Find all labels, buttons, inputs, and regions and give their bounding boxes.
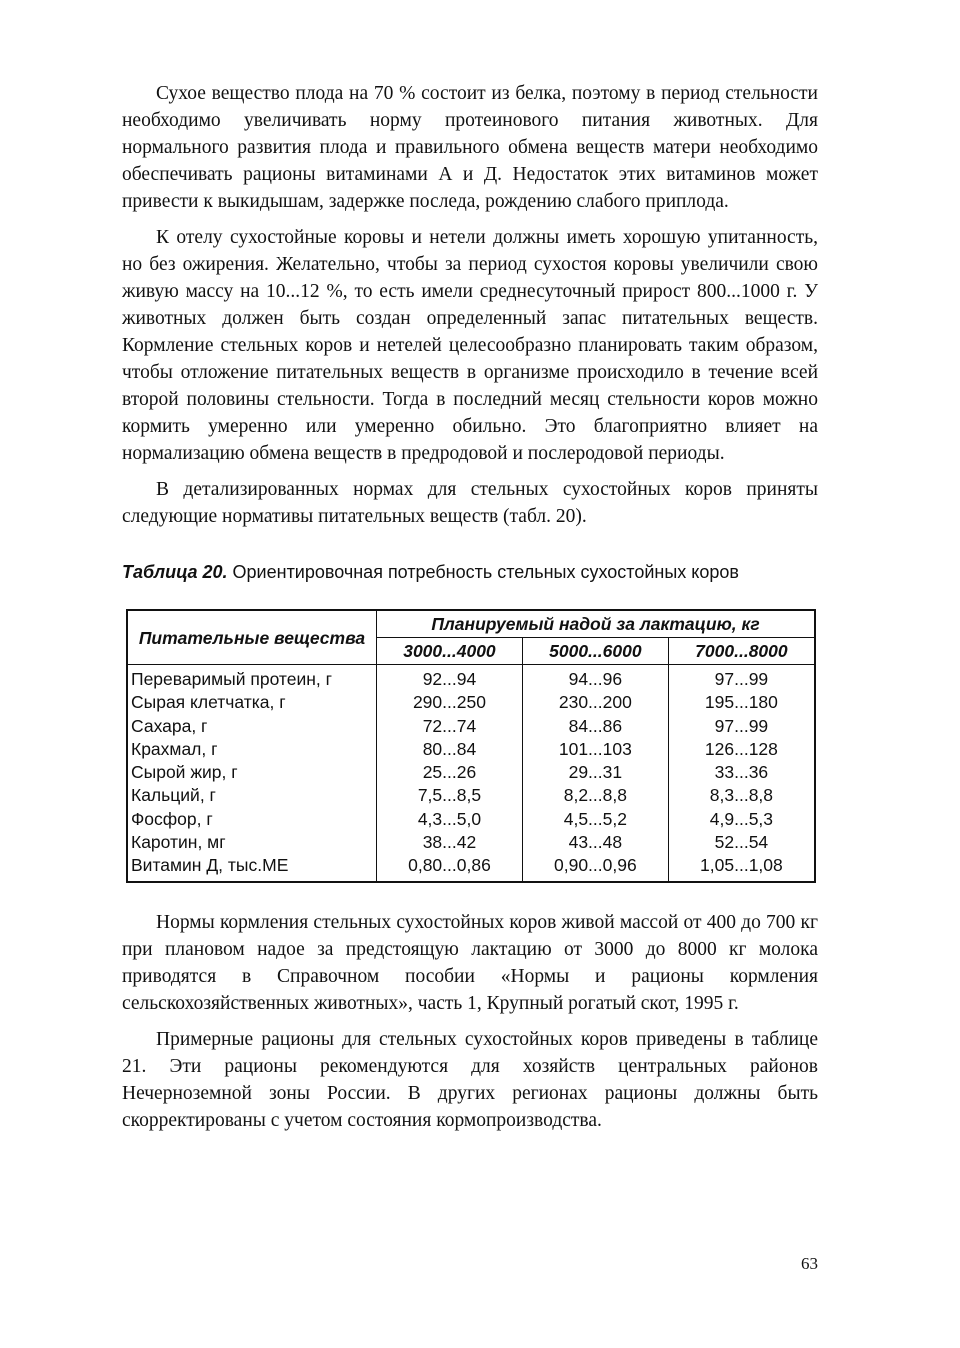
row-nutrient-name: Переваримый протеин, г [127, 665, 377, 692]
header-planned-yield: Планируемый надой за лактацию, кг [377, 610, 816, 638]
row-value-col-2: 230...200 [522, 691, 668, 714]
row-value-col-2: 0,90...0,96 [522, 854, 668, 881]
header-nutrients: Питательные вещества [127, 610, 377, 665]
row-value-col-1: 80...84 [377, 738, 523, 761]
paragraph-table-intro: В детализированных нормах для стельных сухостойных коров приняты следующие нормативы питательных веществ (табл. 20). [122, 479, 818, 527]
page-content [122, 80, 818, 1143]
paragraph-protein-intro: Сухое вещество плода на 70 % состоит из белка, поэтому в период стельности необходимо увеличивать норму протеинового питания животных. Для нормального развития плода и правильного обмена веществ матери необходимо обеспечивать рационы витаминами А и Д. Недостаток этих витаминов может привести к выкидышам, задержке последа, рождению слабого приплода. [122, 83, 818, 212]
row-value-col-1: 0,80...0,86 [377, 854, 523, 881]
row-value-col-3: 8,3...8,8 [668, 784, 815, 807]
row-value-col-1: 25...26 [377, 761, 523, 784]
table-row [127, 808, 815, 831]
row-value-col-3: 126...128 [668, 738, 815, 761]
row-nutrient-name: Крахмал, г [127, 738, 377, 761]
row-value-col-1: 4,3...5,0 [377, 808, 523, 831]
table-caption-label: Таблица 20. [122, 562, 228, 582]
nutrient-requirements-table [126, 609, 816, 883]
row-nutrient-name: Сахара, г [127, 715, 377, 738]
row-value-col-2: 8,2...8,8 [522, 784, 668, 807]
row-value-col-2: 94...96 [522, 665, 668, 692]
paragraph-sample-rations: Примерные рационы для стельных сухостойных коров приведены в таблице 21. Эти рационы рекомендуются для хозяйств центральных районов Нечерноземной зоны России. В других регионах рационы должны быть скорректированы с учетом состояния кормопроизводства. [122, 1028, 818, 1131]
table-row [127, 784, 815, 807]
row-value-col-1: 290...250 [377, 691, 523, 714]
row-value-col-3: 33...36 [668, 761, 815, 784]
row-nutrient-name: Каротин, мг [127, 831, 377, 854]
row-value-col-2: 43...48 [522, 831, 668, 854]
table-row [127, 854, 815, 881]
header-yield-col-2: 5000...6000 [522, 638, 668, 665]
row-value-col-3: 4,9...5,3 [668, 808, 815, 831]
row-value-col-2: 101...103 [522, 738, 668, 761]
row-value-col-2: 4,5...5,2 [522, 808, 668, 831]
row-nutrient-name: Сырая клетчатка, г [127, 691, 377, 714]
table-row [127, 738, 815, 761]
row-value-col-3: 97...99 [668, 665, 815, 692]
row-nutrient-name: Фосфор, г [127, 808, 377, 831]
table-row [127, 715, 815, 738]
row-value-col-3: 52...54 [668, 831, 815, 854]
table-row [127, 665, 815, 692]
paragraph-feeding-norms: Нормы кормления стельных сухостойных коров живой массой от 400 до 700 кг при плановом надое за предстоящую лактацию от 3000 до 8000 кг молока приводятся в Справочном пособии «Нормы и рационы кормления сельскохозяйственных животных», часть 1, Крупный рогатый скот, 1995 г. [122, 911, 818, 1014]
table-row [127, 831, 815, 854]
table-caption [122, 560, 818, 585]
table-caption-text: Ориентировочная потребность стельных сухостойных коров [232, 562, 739, 582]
row-value-col-2: 29...31 [522, 761, 668, 784]
row-value-col-3: 195...180 [668, 691, 815, 714]
table-row [127, 761, 815, 784]
table-row [127, 691, 815, 714]
post-table-text [122, 909, 818, 1134]
header-yield-col-3: 7000...8000 [668, 638, 815, 665]
row-value-col-1: 92...94 [377, 665, 523, 692]
row-nutrient-name: Сырой жир, г [127, 761, 377, 784]
row-value-col-1: 72...74 [377, 715, 523, 738]
paragraph-dry-period: К отелу сухостойные коровы и нетели должны иметь хорошую упитанность, но без ожирения. Желательно, чтобы за период сухостоя коровы увеличили свою живую массу на 10...12 %, то есть имели среднесуточный прирост 800...1000 г. У животных должен быть создан определенный запас питательных веществ. Кормление стельных коров и нетелей целесообразно планировать таким образом, чтобы отложение питательных веществ в организме происходило в течение всей второй половины стельности. Тогда в последний месяц стельности коров можно кормить умеренно или умеренно обильно. Это благоприятно влияет на нормализацию обмена веществ в предродовой и послеродовой периоды. [122, 227, 818, 464]
row-value-col-1: 38...42 [377, 831, 523, 854]
row-value-col-2: 84...86 [522, 715, 668, 738]
page-number: 63 [801, 1254, 818, 1273]
row-nutrient-name: Кальций, г [127, 784, 377, 807]
row-nutrient-name: Витамин Д, тыс.МЕ [127, 854, 377, 881]
row-value-col-3: 97...99 [668, 715, 815, 738]
row-value-col-3: 1,05...1,08 [668, 854, 815, 881]
header-yield-col-1: 3000...4000 [377, 638, 523, 665]
row-value-col-1: 7,5...8,5 [377, 784, 523, 807]
